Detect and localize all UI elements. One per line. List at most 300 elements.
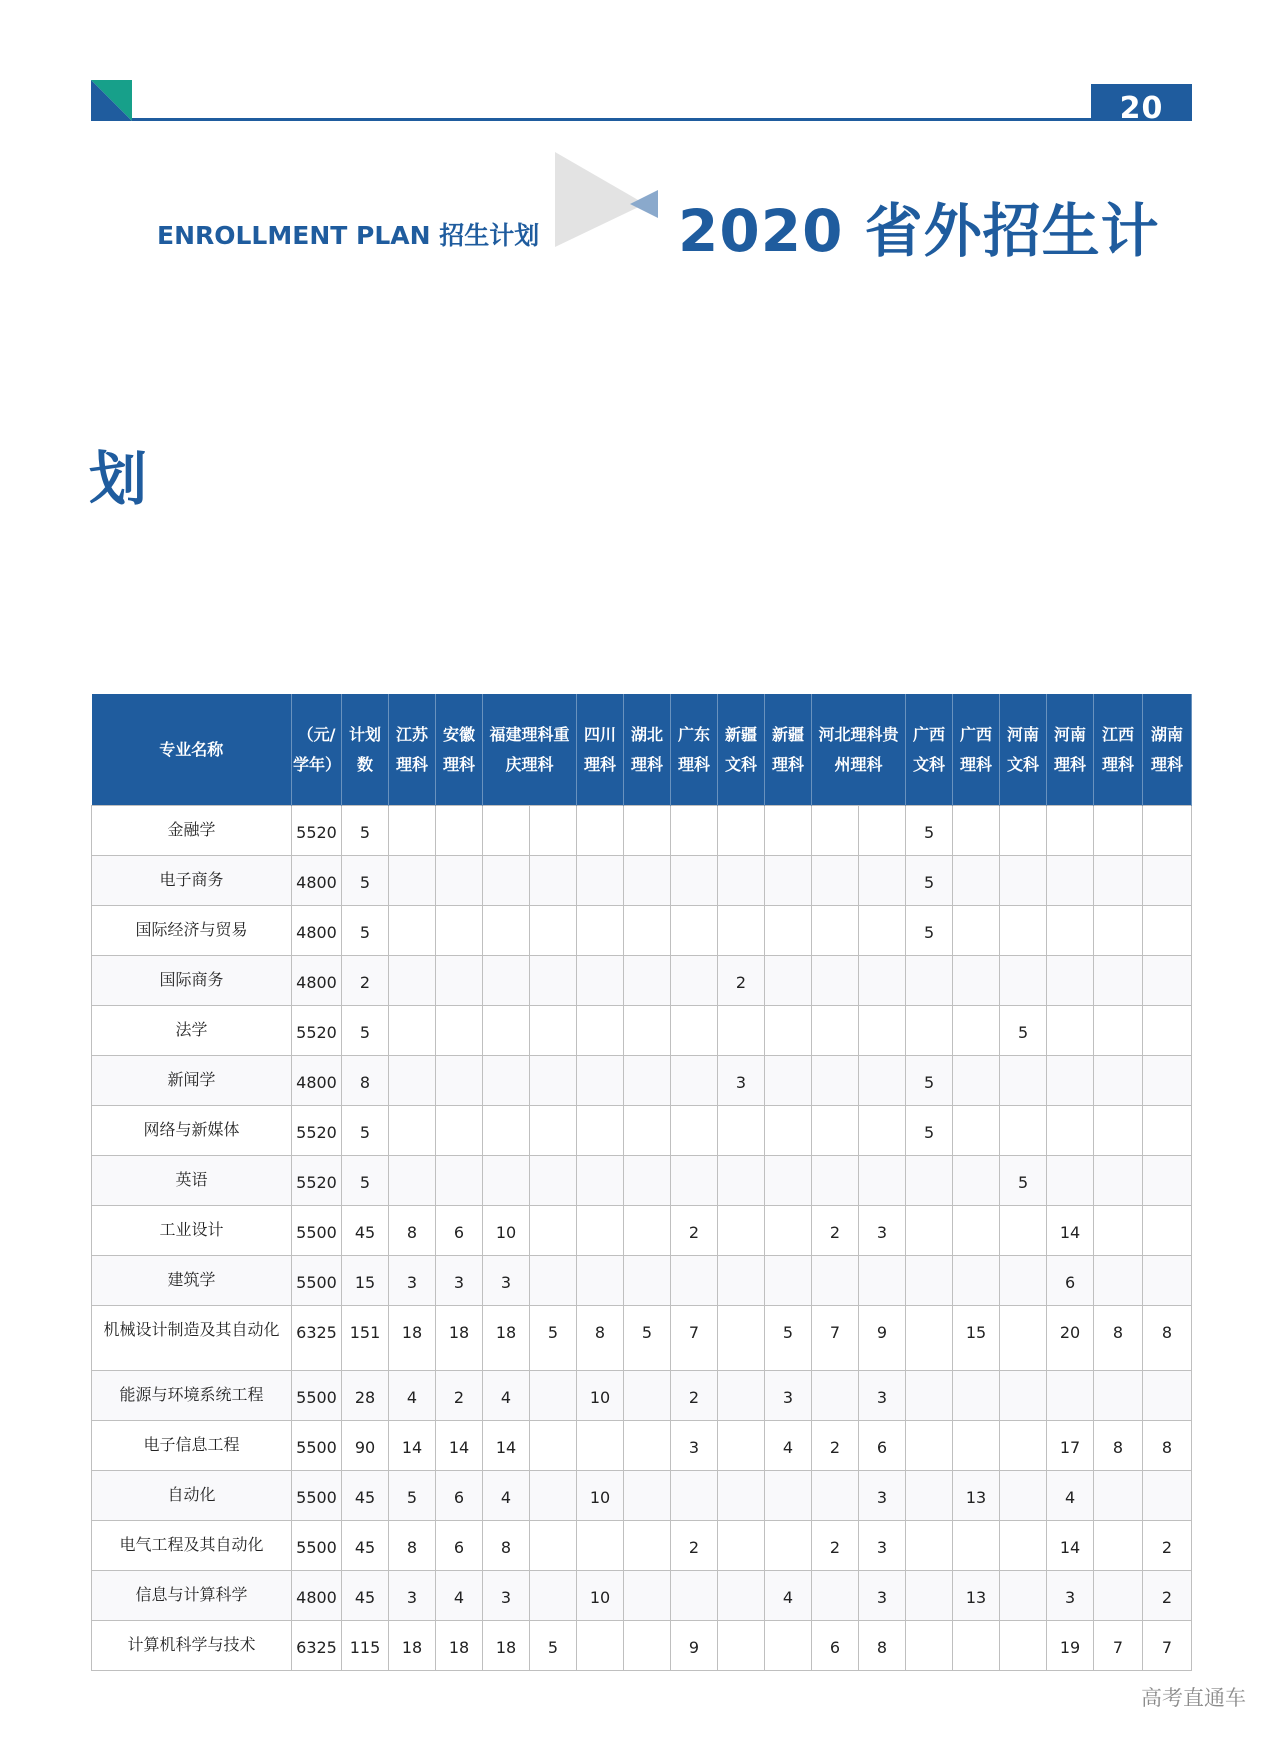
quota-cell (530, 806, 577, 856)
quota-cell: 8 (859, 1621, 906, 1671)
quota-cell: 19 (1047, 1621, 1094, 1671)
quota-cell: 4 (436, 1571, 483, 1621)
tuition-cell: 5500 (292, 1256, 342, 1306)
plan-total-cell: 45 (342, 1521, 389, 1571)
quota-cell (530, 1371, 577, 1421)
quota-cell (671, 856, 718, 906)
column-header: 福建理科重庆理科 (483, 694, 577, 806)
quota-cell (530, 1571, 577, 1621)
quota-cell (859, 1056, 906, 1106)
tuition-cell: 5500 (292, 1421, 342, 1471)
column-header: 江苏理科 (389, 694, 436, 806)
quota-cell (906, 1256, 953, 1306)
quota-cell (389, 1056, 436, 1106)
major-name-cell: 电气工程及其自动化 (92, 1521, 292, 1571)
quota-cell (1094, 1256, 1143, 1306)
quota-cell (624, 1421, 671, 1471)
table-row (92, 1306, 1192, 1371)
quota-cell (577, 1206, 624, 1256)
quota-cell (1143, 1471, 1192, 1521)
quota-cell: 2 (812, 1421, 859, 1471)
quota-cell: 8 (389, 1521, 436, 1571)
quota-cell (812, 806, 859, 856)
quota-cell (718, 1471, 765, 1521)
quota-cell: 4 (483, 1471, 530, 1521)
quota-cell (906, 956, 953, 1006)
quota-cell: 4 (765, 1571, 812, 1621)
quota-cell (577, 856, 624, 906)
quota-cell (483, 1106, 530, 1156)
quota-cell (671, 1056, 718, 1106)
table-row (92, 1621, 1192, 1671)
quota-cell (718, 1206, 765, 1256)
quota-cell: 2 (671, 1521, 718, 1571)
quota-cell (718, 1156, 765, 1206)
quota-cell: 3 (483, 1571, 530, 1621)
quota-cell (530, 1471, 577, 1521)
quota-cell (1094, 1521, 1143, 1571)
quota-cell (718, 1306, 765, 1371)
quota-cell: 3 (859, 1521, 906, 1571)
quota-cell: 8 (1143, 1421, 1192, 1471)
quota-cell (718, 1106, 765, 1156)
quota-cell (624, 806, 671, 856)
tuition-cell: 4800 (292, 1056, 342, 1106)
quota-cell (389, 906, 436, 956)
plan-total-cell: 5 (342, 1156, 389, 1206)
quota-cell: 18 (436, 1621, 483, 1671)
quota-cell (1047, 856, 1094, 906)
quota-cell (389, 1156, 436, 1206)
quota-cell (1047, 1371, 1094, 1421)
tuition-cell: 5500 (292, 1521, 342, 1571)
tuition-cell: 5520 (292, 1006, 342, 1056)
quota-cell: 5 (906, 806, 953, 856)
quota-cell (812, 1256, 859, 1306)
quota-cell (1094, 856, 1143, 906)
quota-cell (906, 1006, 953, 1056)
page-title-line1: 2020 省外招生计 (678, 197, 1160, 265)
quota-cell (577, 1421, 624, 1471)
quota-cell (859, 956, 906, 1006)
quota-cell (1094, 1056, 1143, 1106)
major-name-cell: 工业设计 (92, 1206, 292, 1256)
quota-cell (671, 1256, 718, 1306)
plan-total-cell: 2 (342, 956, 389, 1006)
quota-cell (1094, 1106, 1143, 1156)
quota-cell: 3 (859, 1571, 906, 1621)
quota-cell (624, 1371, 671, 1421)
quota-cell (1047, 1006, 1094, 1056)
quota-cell (389, 956, 436, 1006)
quota-cell (483, 956, 530, 1006)
major-name-cell: 机械设计制造及其自动化 (92, 1306, 292, 1371)
major-name-cell: 新闻学 (92, 1056, 292, 1106)
column-header: 湖北理科 (624, 694, 671, 806)
quota-cell (765, 1621, 812, 1671)
quota-cell (812, 1106, 859, 1156)
quota-cell (530, 906, 577, 956)
section-label: ENROLLMENT PLAN 招生计划 (157, 221, 540, 250)
quota-cell: 2 (1143, 1521, 1192, 1571)
quota-cell (577, 956, 624, 1006)
quota-cell: 3 (1047, 1571, 1094, 1621)
quota-cell (671, 1571, 718, 1621)
quota-cell (765, 1106, 812, 1156)
quota-cell: 8 (1094, 1306, 1143, 1371)
major-name-cell: 计算机科学与技术 (92, 1621, 292, 1671)
quota-cell: 8 (389, 1206, 436, 1256)
table-row (92, 1106, 1192, 1156)
column-header: 湖南理科 (1143, 694, 1192, 806)
quota-cell (953, 1421, 1000, 1471)
quota-cell (906, 1421, 953, 1471)
quota-cell (624, 856, 671, 906)
quota-cell (812, 956, 859, 1006)
quota-cell: 13 (953, 1571, 1000, 1621)
quota-cell (624, 1156, 671, 1206)
plan-total-cell: 8 (342, 1056, 389, 1106)
header-corner-logo (91, 80, 132, 121)
quota-cell (389, 1106, 436, 1156)
quota-cell (1143, 906, 1192, 956)
major-name-cell: 建筑学 (92, 1256, 292, 1306)
table-row (92, 1421, 1192, 1471)
quota-cell (671, 1471, 718, 1521)
quota-cell (671, 1156, 718, 1206)
table-row (92, 956, 1192, 1006)
quota-cell (1000, 806, 1047, 856)
column-header: 河北理科贵州理科 (812, 694, 906, 806)
quota-cell (906, 1521, 953, 1571)
quota-cell (1047, 806, 1094, 856)
tuition-cell: 5500 (292, 1471, 342, 1521)
header-rule (132, 118, 1091, 121)
column-header: 计划数 (342, 694, 389, 806)
quota-cell (859, 1256, 906, 1306)
quota-cell (389, 856, 436, 906)
quota-cell (859, 906, 906, 956)
quota-cell (1000, 1521, 1047, 1571)
quota-cell (765, 1156, 812, 1206)
column-header: （元/学年） (292, 694, 342, 806)
quota-cell: 6 (436, 1471, 483, 1521)
quota-cell (765, 856, 812, 906)
quota-cell (1000, 1056, 1047, 1106)
tuition-cell: 6325 (292, 1306, 342, 1371)
column-header: 四川理科 (577, 694, 624, 806)
quota-cell (953, 1256, 1000, 1306)
plan-total-cell: 15 (342, 1256, 389, 1306)
quota-cell: 14 (483, 1421, 530, 1471)
quota-cell (718, 906, 765, 956)
quota-cell: 18 (436, 1306, 483, 1371)
column-header: 广西理科 (953, 694, 1000, 806)
quota-cell: 3 (389, 1256, 436, 1306)
quota-cell (953, 956, 1000, 1006)
quota-cell (530, 1521, 577, 1571)
plan-total-cell: 28 (342, 1371, 389, 1421)
quota-cell (1000, 856, 1047, 906)
table-row (92, 1371, 1192, 1421)
quota-cell: 5 (906, 1056, 953, 1106)
quota-cell: 5 (765, 1306, 812, 1371)
quota-cell (1047, 906, 1094, 956)
column-header: 新疆文科 (718, 694, 765, 806)
quota-cell: 15 (953, 1306, 1000, 1371)
quota-cell (1000, 1256, 1047, 1306)
table-row (92, 1471, 1192, 1521)
quota-cell (1000, 1621, 1047, 1671)
quota-cell (1143, 1106, 1192, 1156)
quota-cell (765, 1521, 812, 1571)
quota-cell (859, 806, 906, 856)
quota-cell (624, 1056, 671, 1106)
quota-cell (812, 1571, 859, 1621)
tuition-cell: 5500 (292, 1206, 342, 1256)
quota-cell: 6 (436, 1521, 483, 1571)
quota-cell (530, 856, 577, 906)
quota-cell (389, 806, 436, 856)
quota-cell: 9 (859, 1306, 906, 1371)
quota-cell (953, 1371, 1000, 1421)
enrollment-table (91, 694, 1192, 1671)
quota-cell (953, 856, 1000, 906)
major-name-cell: 信息与计算科学 (92, 1571, 292, 1621)
table-header-row (92, 694, 1192, 806)
table-row (92, 1206, 1192, 1256)
column-header: 新疆理科 (765, 694, 812, 806)
quota-cell (577, 1256, 624, 1306)
plan-total-cell: 115 (342, 1621, 389, 1671)
quota-cell (718, 1256, 765, 1306)
quota-cell: 3 (671, 1421, 718, 1471)
quota-cell (1094, 1571, 1143, 1621)
quota-cell: 3 (718, 1056, 765, 1106)
quota-cell (1000, 1571, 1047, 1621)
table-row (92, 856, 1192, 906)
quota-cell (436, 1106, 483, 1156)
quota-cell (577, 1621, 624, 1671)
quota-cell (577, 806, 624, 856)
quota-cell (1000, 1371, 1047, 1421)
quota-cell (624, 1621, 671, 1671)
quota-cell (1094, 906, 1143, 956)
quota-cell: 3 (859, 1371, 906, 1421)
quota-cell (624, 1006, 671, 1056)
major-name-cell: 金融学 (92, 806, 292, 856)
quota-cell (671, 956, 718, 1006)
quota-cell: 4 (389, 1371, 436, 1421)
quota-cell (530, 1206, 577, 1256)
quota-cell (812, 906, 859, 956)
plan-total-cell: 45 (342, 1471, 389, 1521)
quota-cell (530, 1006, 577, 1056)
major-name-cell: 电子商务 (92, 856, 292, 906)
quota-cell (953, 1206, 1000, 1256)
quota-cell (765, 1256, 812, 1306)
quota-cell (812, 1371, 859, 1421)
quota-cell (624, 906, 671, 956)
quota-cell (577, 1006, 624, 1056)
quota-cell (953, 1006, 1000, 1056)
quota-cell (436, 1006, 483, 1056)
quota-cell (389, 1006, 436, 1056)
quota-cell: 8 (1094, 1421, 1143, 1471)
quota-cell (718, 1371, 765, 1421)
quota-cell: 5 (389, 1471, 436, 1521)
arrow-decoration-icon (555, 152, 675, 247)
quota-cell: 3 (765, 1371, 812, 1421)
quota-cell: 5 (530, 1306, 577, 1371)
quota-cell (1143, 856, 1192, 906)
quota-cell (906, 1571, 953, 1621)
quota-cell (953, 1156, 1000, 1206)
quota-cell (1000, 1306, 1047, 1371)
quota-cell (577, 1106, 624, 1156)
table-row (92, 1256, 1192, 1306)
quota-cell: 10 (483, 1206, 530, 1256)
quota-cell: 5 (530, 1621, 577, 1671)
column-header: 河南文科 (1000, 694, 1047, 806)
quota-cell: 5 (906, 856, 953, 906)
quota-cell (765, 956, 812, 1006)
major-name-cell: 法学 (92, 1006, 292, 1056)
quota-cell: 6 (436, 1206, 483, 1256)
quota-cell (671, 906, 718, 956)
quota-cell (671, 1006, 718, 1056)
quota-cell (812, 1006, 859, 1056)
quota-cell (953, 1056, 1000, 1106)
quota-cell (859, 1156, 906, 1206)
quota-cell: 4 (483, 1371, 530, 1421)
plan-total-cell: 45 (342, 1571, 389, 1621)
tuition-cell: 4800 (292, 956, 342, 1006)
quota-cell (1000, 1106, 1047, 1156)
quota-cell: 18 (389, 1621, 436, 1671)
quota-cell: 2 (812, 1521, 859, 1571)
quota-cell: 6 (859, 1421, 906, 1471)
quota-cell (1047, 1106, 1094, 1156)
quota-cell (953, 1106, 1000, 1156)
tuition-cell: 5520 (292, 806, 342, 856)
quota-cell (1047, 956, 1094, 1006)
column-header: 广东理科 (671, 694, 718, 806)
quota-cell (906, 1621, 953, 1671)
quota-cell (859, 1006, 906, 1056)
quota-cell (1000, 1206, 1047, 1256)
column-header: 河南理科 (1047, 694, 1094, 806)
major-name-cell: 能源与环境系统工程 (92, 1371, 292, 1421)
quota-cell: 6 (812, 1621, 859, 1671)
quota-cell (718, 1521, 765, 1571)
quota-cell (483, 806, 530, 856)
quota-cell (859, 1106, 906, 1156)
quota-cell (1143, 806, 1192, 856)
quota-cell (1143, 1156, 1192, 1206)
quota-cell (483, 1056, 530, 1106)
quota-cell (577, 1056, 624, 1106)
quota-cell: 3 (859, 1206, 906, 1256)
quota-cell (718, 806, 765, 856)
major-name-cell: 国际经济与贸易 (92, 906, 292, 956)
quota-cell (436, 906, 483, 956)
quota-cell (812, 1156, 859, 1206)
quota-cell: 5 (906, 1106, 953, 1156)
quota-cell (1094, 806, 1143, 856)
quota-cell (765, 1471, 812, 1521)
table-row (92, 906, 1192, 956)
quota-cell (577, 1521, 624, 1571)
quota-cell: 7 (812, 1306, 859, 1371)
quota-cell: 10 (577, 1371, 624, 1421)
quota-cell: 3 (483, 1256, 530, 1306)
quota-cell (1000, 956, 1047, 1006)
quota-cell (1094, 1156, 1143, 1206)
quota-cell (765, 1206, 812, 1256)
quota-cell: 5 (1000, 1156, 1047, 1206)
tuition-cell: 5520 (292, 1156, 342, 1206)
quota-cell (859, 856, 906, 906)
quota-cell (624, 1106, 671, 1156)
plan-total-cell: 5 (342, 806, 389, 856)
plan-total-cell: 5 (342, 1106, 389, 1156)
quota-cell: 10 (577, 1471, 624, 1521)
column-header: 广西文科 (906, 694, 953, 806)
plan-total-cell: 151 (342, 1306, 389, 1371)
quota-cell (624, 1571, 671, 1621)
quota-cell: 6 (1047, 1256, 1094, 1306)
quota-cell (624, 1256, 671, 1306)
quota-cell (530, 956, 577, 1006)
quota-cell (624, 1471, 671, 1521)
quota-cell (483, 856, 530, 906)
quota-cell: 20 (1047, 1306, 1094, 1371)
quota-cell (718, 856, 765, 906)
page-number: 20 (1091, 84, 1192, 121)
major-name-cell: 网络与新媒体 (92, 1106, 292, 1156)
quota-cell: 14 (1047, 1206, 1094, 1256)
quota-cell (1000, 906, 1047, 956)
quota-cell: 2 (671, 1371, 718, 1421)
quota-cell (436, 1156, 483, 1206)
quota-cell (765, 1006, 812, 1056)
quota-cell: 2 (671, 1206, 718, 1256)
quota-cell: 7 (671, 1306, 718, 1371)
quota-cell: 18 (483, 1306, 530, 1371)
quota-cell (624, 1206, 671, 1256)
quota-cell: 17 (1047, 1421, 1094, 1471)
tuition-cell: 6325 (292, 1621, 342, 1671)
quota-cell (1000, 1471, 1047, 1521)
quota-cell: 5 (906, 906, 953, 956)
quota-cell (530, 1256, 577, 1306)
quota-cell (906, 1471, 953, 1521)
quota-cell (436, 1056, 483, 1106)
tuition-cell: 4800 (292, 906, 342, 956)
quota-cell (483, 1156, 530, 1206)
quota-cell (436, 856, 483, 906)
table-row (92, 1571, 1192, 1621)
watermark: 高考直通车 (1141, 1686, 1246, 1710)
quota-cell: 18 (389, 1306, 436, 1371)
quota-cell (1143, 1256, 1192, 1306)
quota-cell (1094, 956, 1143, 1006)
quota-cell (1000, 1421, 1047, 1471)
quota-cell (718, 1006, 765, 1056)
tuition-cell: 4800 (292, 1571, 342, 1621)
quota-cell (906, 1206, 953, 1256)
